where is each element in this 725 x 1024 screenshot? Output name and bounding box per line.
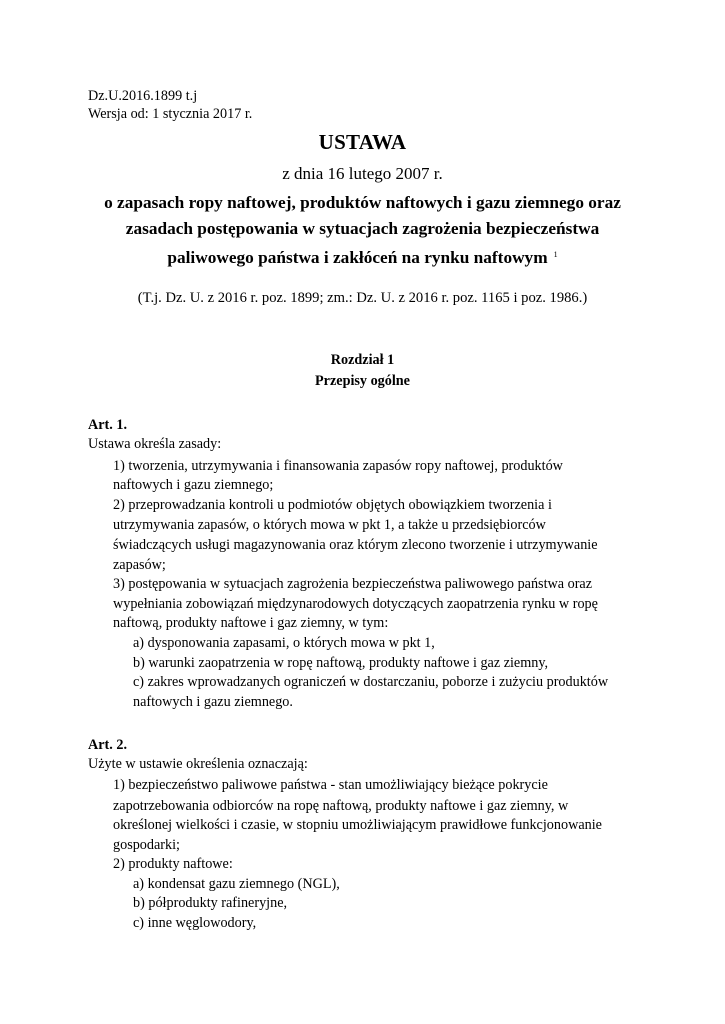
article-2-heading: Art. 2.	[88, 737, 128, 753]
act-subject-line-1: o zapasach ropy naftowej, produktów naftowych i gazu ziemnego oraz	[104, 193, 621, 212]
article-1-intro: Ustawa określa zasady:	[88, 436, 222, 452]
article-1-item-3c: c) zakres wprowadzanych ograniczeń w dostarczaniu, poborze i zużyciu produktów	[133, 674, 609, 690]
article-2-item-1-cont-2: określonej wielkości i czasie, w stopniu umożliwiającym prawidłowe funkcjonowanie	[113, 817, 602, 833]
article-1-item-2: 2) przeprowadzania kontroli u podmiotów objętych obowiązkiem tworzenia i	[113, 497, 552, 513]
article-2-item-1: 1) bezpieczeństwo paliwowe państwa - stan umożliwiający bieżące pokrycie	[113, 777, 548, 793]
act-title: USTAWA	[318, 130, 407, 154]
chapter-number: Rozdział 1	[330, 352, 395, 368]
article-1-item-3-cont-1: wypełniania zobowiązań międzynarodowych dotyczących zaopatrzenia rynku w ropę	[113, 596, 598, 612]
chapter-title: Przepisy ogólne	[315, 373, 410, 389]
article-1-item-1: 1) tworzenia, utrzymywania i finansowania zapasów ropy naftowej, produktów	[113, 458, 563, 474]
article-1-heading: Art. 1.	[88, 417, 128, 433]
article-2-item-2c: c) inne węglowodory,	[133, 915, 257, 931]
article-2-intro: Użyte w ustawie określenia oznaczają:	[88, 756, 308, 772]
act-date: z dnia 16 lutego 2007 r.	[282, 164, 443, 183]
article-1-item-3: 3) postępowania w sytuacjach zagrożenia bezpieczeństwa paliwowego państwa oraz	[113, 576, 593, 592]
article-2-item-1-cont-3: gospodarki;	[113, 837, 180, 853]
footnote-marker[interactable]: 1	[553, 250, 558, 259]
amendments-note: (T.j. Dz. U. z 2016 r. poz. 1899; zm.: Dz. U. z 2016 r. poz. 1165 i poz. 1986.)	[137, 290, 588, 306]
article-1-item-3a: a) dysponowania zapasami, o których mowa w pkt 1,	[133, 635, 435, 651]
article-1-item-3-cont-2: naftową, produkty naftowe i gaz ziemny, w tym:	[113, 615, 389, 631]
article-2-item-2b: b) półprodukty rafineryjne,	[133, 895, 288, 911]
article-2-item-2a: a) kondensat gazu ziemnego (NGL),	[133, 876, 340, 892]
article-1-item-2-cont-1: utrzymywania zapasów, o których mowa w pkt 1, a także u przedsiębiorców	[113, 517, 546, 533]
article-2-item-2: 2) produkty naftowe:	[113, 856, 233, 872]
document-reference: Dz.U.2016.1899 t.j	[88, 88, 198, 104]
article-1-item-3b: b) warunki zaopatrzenia w ropę naftową, produkty naftowe i gaz ziemny,	[133, 655, 549, 671]
act-subject-line-3	[0, 245, 725, 267]
version-date: Wersja od: 1 stycznia 2017 r.	[88, 106, 253, 122]
article-2-item-1-cont-1: zapotrzebowania odbiorców na ropę naftową, produkty naftowe i gaz ziemny, w	[113, 798, 569, 814]
article-1-item-2-cont-3: zapasów;	[113, 557, 166, 573]
act-subject-line-3-text: paliwowego państwa i zakłóceń na rynku naftowym	[167, 248, 548, 267]
article-1-item-2-cont-2: świadczących usługi magazynowania oraz którym zlecono tworzenie i utrzymywanie	[113, 537, 598, 553]
act-subject-line-2: zasadach postępowania w sytuacjach zagrożenia bezpieczeństwa	[125, 219, 600, 238]
article-1-item-1-cont: naftowych i gazu ziemnego;	[113, 477, 274, 493]
article-1-item-3c-cont: naftowych i gazu ziemnego.	[133, 694, 293, 710]
